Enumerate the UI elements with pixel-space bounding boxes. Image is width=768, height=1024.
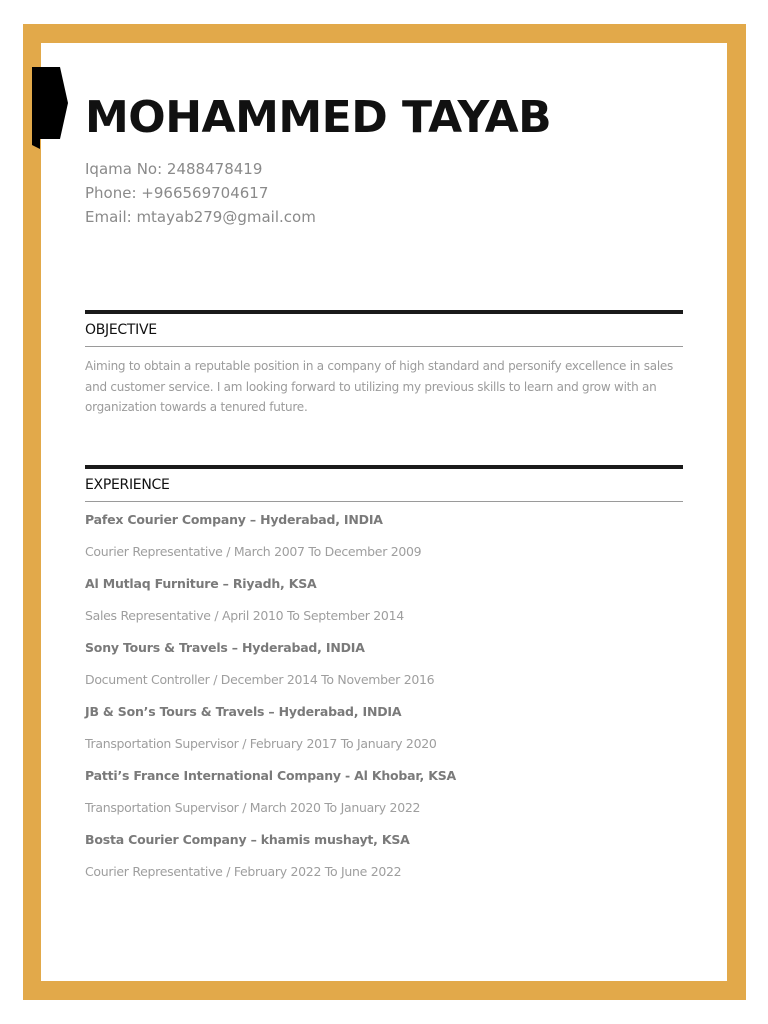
experience-company: Al Mutlaq Furniture – Riyadh, KSA: [85, 576, 317, 591]
experience-role: Courier Representative / February 2022 To June 2022: [85, 864, 402, 879]
objective-text: Aiming to obtain a reputable position in a company of high standard and personify excellence in sales and customer service. I am looking forward to utilizing my previous skills to learn and grow with an organization towards a tenured future.: [85, 359, 674, 414]
experience-company: Sony Tours & Travels – Hyderabad, INDIA: [85, 640, 365, 655]
objective-rule-top: [85, 310, 683, 314]
experience-role: Transportation Supervisor / February 2017 To January 2020: [85, 736, 437, 751]
objective-rule-bottom: [85, 346, 683, 347]
experience-company: Pafex Courier Company – Hyderabad, INDIA: [85, 512, 383, 527]
experience-rule-bottom: [85, 501, 683, 502]
objective-heading: OBJECTIVE: [85, 322, 157, 338]
experience-heading: EXPERIENCE: [85, 477, 170, 493]
experience-rule-top: [85, 465, 683, 469]
candidate-name: MOHAMMED TAYAB: [85, 92, 552, 143]
email-address: Email: mtayab279@gmail.com: [85, 208, 316, 226]
phone-number: Phone: +966569704617: [85, 184, 269, 202]
iqama-number: Iqama No: 2488478419: [85, 160, 263, 178]
experience-company: Bosta Courier Company – khamis mushayt, KSA: [85, 832, 410, 847]
name-marker-tag: [32, 67, 68, 149]
experience-company: JB & Son’s Tours & Travels – Hyderabad, INDIA: [85, 704, 402, 719]
experience-role: Document Controller / December 2014 To November 2016: [85, 672, 435, 687]
experience-company: Patti’s France International Company - Al Khobar, KSA: [85, 768, 456, 783]
experience-role: Courier Representative / March 2007 To December 2009: [85, 544, 422, 559]
experience-role: Transportation Supervisor / March 2020 To January 2022: [85, 800, 421, 815]
experience-role: Sales Representative / April 2010 To September 2014: [85, 608, 404, 623]
experience-list: [85, 510, 685, 894]
